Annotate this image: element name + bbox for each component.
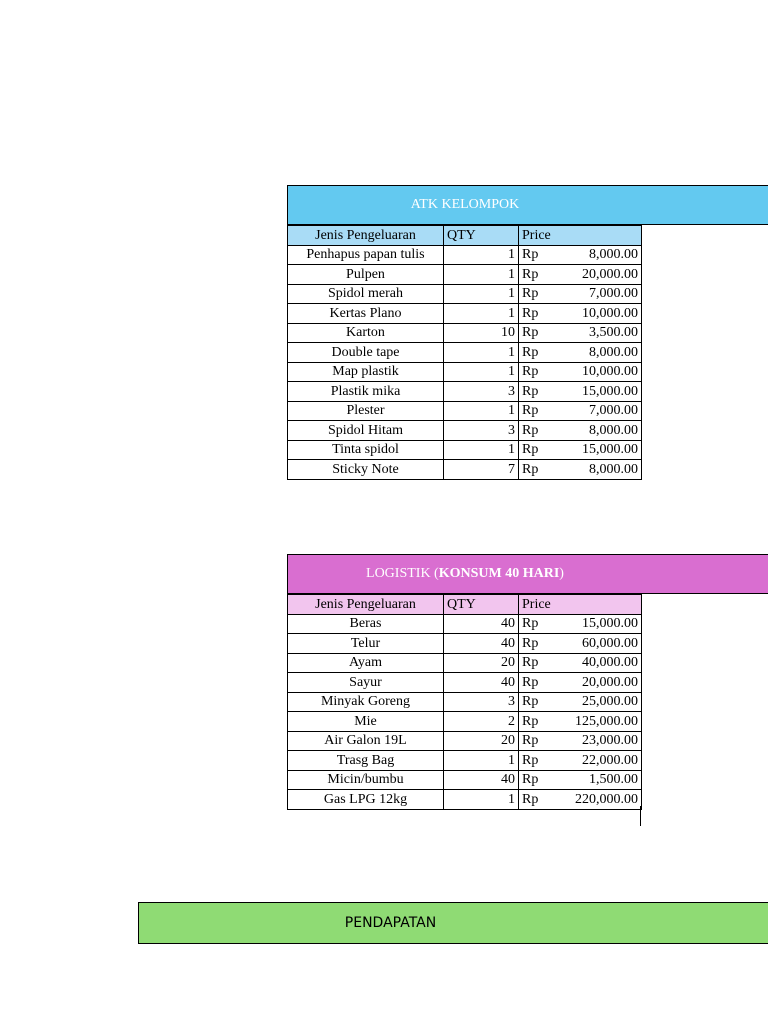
cell-qty[interactable]: 2 [444, 712, 519, 732]
cell-price[interactable]: 15,000.00 [569, 440, 642, 460]
cell-qty[interactable]: 1 [444, 440, 519, 460]
cell-currency[interactable]: Rp [519, 421, 569, 441]
atk-kelompok-banner [287, 185, 768, 225]
table-header-row [288, 226, 642, 246]
table-row [288, 421, 642, 441]
cell-jenis-pengeluaran[interactable]: Double tape [288, 343, 444, 363]
cell-currency[interactable]: Rp [519, 304, 569, 324]
table-row [288, 343, 642, 363]
atk-kelompok-title: ATK KELOMPOK [410, 197, 520, 212]
logistik-title [288, 555, 642, 593]
cell-price[interactable]: 8,000.00 [569, 343, 642, 363]
cell-price[interactable]: 22,000.00 [569, 751, 642, 771]
cell-price[interactable]: 60,000.00 [569, 634, 642, 654]
cell-qty[interactable]: 7 [444, 460, 519, 480]
header-qty[interactable]: QTY [444, 595, 519, 615]
cell-qty[interactable]: 1 [444, 751, 519, 771]
table-row [288, 653, 642, 673]
cell-qty[interactable]: 1 [444, 401, 519, 421]
logistik-banner [287, 554, 768, 594]
table-row [288, 284, 642, 304]
cell-jenis-pengeluaran[interactable]: Micin/bumbu [288, 770, 444, 790]
table-row [288, 323, 642, 343]
cell-currency[interactable]: Rp [519, 460, 569, 480]
cell-currency[interactable]: Rp [519, 731, 569, 751]
table-row [288, 692, 642, 712]
cell-currency[interactable]: Rp [519, 692, 569, 712]
cell-currency[interactable]: Rp [519, 614, 569, 634]
cell-price[interactable]: 25,000.00 [569, 692, 642, 712]
cell-price[interactable]: 8,000.00 [569, 421, 642, 441]
cell-jenis-pengeluaran[interactable]: Minyak Goreng [288, 692, 444, 712]
table-row [288, 673, 642, 693]
cell-jenis-pengeluaran[interactable]: Kertas Plano [288, 304, 444, 324]
table-row [288, 770, 642, 790]
cell-currency[interactable]: Rp [519, 284, 569, 304]
cell-currency[interactable]: Rp [519, 245, 569, 265]
cell-jenis-pengeluaran[interactable]: Air Galon 19L [288, 731, 444, 751]
cell-currency[interactable]: Rp [519, 362, 569, 382]
cell-qty[interactable]: 1 [444, 362, 519, 382]
logistik-title-bold: KONSUM 40 HARI [438, 566, 560, 581]
table-row [288, 460, 642, 480]
cell-price[interactable]: 40,000.00 [569, 653, 642, 673]
cell-price[interactable]: 125,000.00 [569, 712, 642, 732]
atk-kelompok-table [287, 225, 642, 480]
header-price[interactable]: Price [519, 226, 642, 246]
header-jenis-pengeluaran[interactable]: Jenis Pengeluaran [288, 595, 444, 615]
cell-qty[interactable]: 1 [444, 284, 519, 304]
logistik-table [287, 594, 642, 810]
table-header-row [288, 595, 642, 615]
cell-jenis-pengeluaran[interactable]: Beras [288, 614, 444, 634]
cell-currency[interactable]: Rp [519, 382, 569, 402]
table-row [288, 382, 642, 402]
cell-jenis-pengeluaran[interactable]: Plester [288, 401, 444, 421]
cell-jenis-pengeluaran[interactable]: Gas LPG 12kg [288, 790, 444, 810]
cell-jenis-pengeluaran[interactable]: Karton [288, 323, 444, 343]
cell-qty[interactable]: 40 [444, 634, 519, 654]
cell-price[interactable]: 8,000.00 [569, 460, 642, 480]
cell-qty[interactable]: 3 [444, 382, 519, 402]
cell-jenis-pengeluaran[interactable]: Sayur [288, 673, 444, 693]
cell-qty[interactable]: 40 [444, 614, 519, 634]
table-row [288, 634, 642, 654]
cell-price[interactable]: 1,500.00 [569, 770, 642, 790]
cell-currency[interactable]: Rp [519, 323, 569, 343]
cell-qty[interactable]: 40 [444, 673, 519, 693]
table-row [288, 751, 642, 771]
table-row [288, 401, 642, 421]
cell-price[interactable]: 10,000.00 [569, 362, 642, 382]
table-row [288, 790, 642, 810]
cell-currency[interactable]: Rp [519, 790, 569, 810]
cell-currency[interactable]: Rp [519, 751, 569, 771]
cell-currency[interactable]: Rp [519, 265, 569, 285]
table-row [288, 614, 642, 634]
cell-price[interactable]: 20,000.00 [569, 673, 642, 693]
cell-price[interactable]: 20,000.00 [569, 265, 642, 285]
cell-qty[interactable]: 20 [444, 653, 519, 673]
cell-jenis-pengeluaran[interactable]: Spidol merah [288, 284, 444, 304]
logistik-title-suffix: ) [559, 566, 564, 581]
cell-price[interactable]: 8,000.00 [569, 245, 642, 265]
cell-price[interactable]: 10,000.00 [569, 304, 642, 324]
pendapatan-title: PENDAPATAN [344, 915, 437, 931]
table-row [288, 245, 642, 265]
cell-jenis-pengeluaran[interactable]: Mie [288, 712, 444, 732]
cell-price[interactable]: 15,000.00 [569, 614, 642, 634]
cell-qty[interactable]: 10 [444, 323, 519, 343]
cell-qty[interactable]: 1 [444, 245, 519, 265]
cell-currency[interactable]: Rp [519, 673, 569, 693]
cell-qty[interactable]: 20 [444, 731, 519, 751]
cell-qty[interactable]: 3 [444, 421, 519, 441]
cell-jenis-pengeluaran[interactable]: Telur [288, 634, 444, 654]
cell-currency[interactable]: Rp [519, 712, 569, 732]
cell-qty[interactable]: 1 [444, 304, 519, 324]
cell-jenis-pengeluaran[interactable]: Sticky Note [288, 460, 444, 480]
table-row [288, 440, 642, 460]
cell-border-line [640, 806, 641, 826]
cell-price[interactable]: 23,000.00 [569, 731, 642, 751]
cell-qty[interactable]: 3 [444, 692, 519, 712]
cell-currency[interactable]: Rp [519, 634, 569, 654]
table-row [288, 304, 642, 324]
cell-currency[interactable]: Rp [519, 770, 569, 790]
cell-currency[interactable]: Rp [519, 401, 569, 421]
logistik-title-prefix: LOGISTIK ( [366, 566, 439, 581]
cell-price[interactable]: 15,000.00 [569, 382, 642, 402]
cell-currency[interactable]: Rp [519, 653, 569, 673]
cell-price[interactable]: 220,000.00 [569, 790, 642, 810]
table-row [288, 731, 642, 751]
cell-qty[interactable]: 1 [444, 265, 519, 285]
cell-jenis-pengeluaran[interactable]: Map plastik [288, 362, 444, 382]
header-jenis-pengeluaran[interactable]: Jenis Pengeluaran [288, 226, 444, 246]
cell-currency[interactable]: Rp [519, 343, 569, 363]
cell-jenis-pengeluaran[interactable]: Tinta spidol [288, 440, 444, 460]
cell-jenis-pengeluaran[interactable]: Trasg Bag [288, 751, 444, 771]
header-price[interactable]: Price [519, 595, 642, 615]
cell-price[interactable]: 3,500.00 [569, 323, 642, 343]
table-row [288, 712, 642, 732]
cell-qty[interactable]: 1 [444, 343, 519, 363]
cell-qty[interactable]: 40 [444, 770, 519, 790]
cell-jenis-pengeluaran[interactable]: Ayam [288, 653, 444, 673]
header-qty[interactable]: QTY [444, 226, 519, 246]
cell-jenis-pengeluaran[interactable]: Spidol Hitam [288, 421, 444, 441]
cell-price[interactable]: 7,000.00 [569, 284, 642, 304]
cell-currency[interactable]: Rp [519, 440, 569, 460]
table-row [288, 362, 642, 382]
cell-qty[interactable]: 1 [444, 790, 519, 810]
cell-jenis-pengeluaran[interactable]: Penhapus papan tulis [288, 245, 444, 265]
cell-price[interactable]: 7,000.00 [569, 401, 642, 421]
table-row [288, 265, 642, 285]
cell-jenis-pengeluaran[interactable]: Pulpen [288, 265, 444, 285]
pendapatan-banner [138, 902, 768, 944]
cell-jenis-pengeluaran[interactable]: Plastik mika [288, 382, 444, 402]
